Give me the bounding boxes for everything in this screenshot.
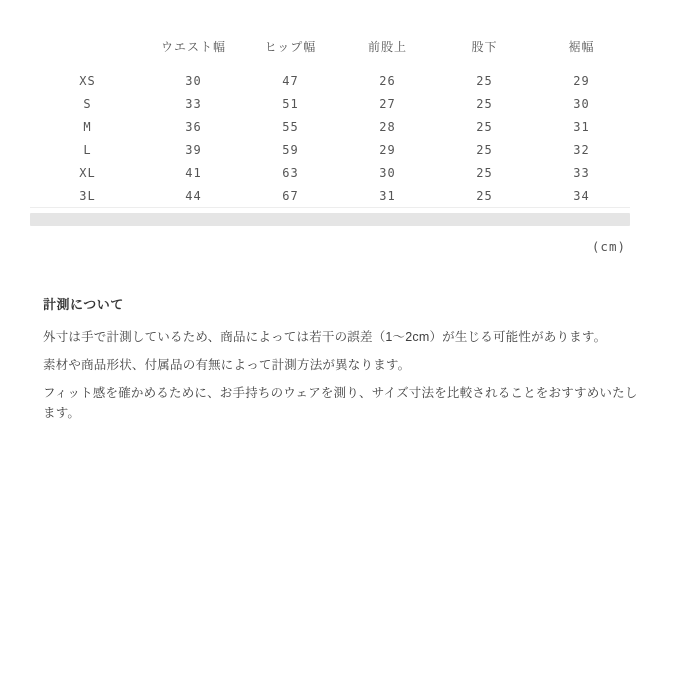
measurement-cell: 25 [476, 165, 493, 180]
measurement-cell: 47 [282, 73, 299, 88]
column-header-waist: ウエスト幅 [160, 39, 226, 54]
measurement-cell: 63 [282, 165, 299, 180]
measurement-cell: 44 [185, 188, 202, 203]
measurement-cell: 28 [379, 119, 396, 134]
measurement-note-paragraph: 素材や商品形状、付属品の有無によって計測方法が異なります。 [43, 358, 411, 372]
horizontal-scrollbar[interactable] [30, 213, 630, 226]
column-header-hem: 裾幅 [568, 39, 595, 54]
measurement-cell: 32 [573, 142, 590, 157]
measurement-note-paragraph: 外寸は手で計測しているため、商品によっては若干の誤差（1～2cm）が生じる可能性があります。 [43, 330, 607, 344]
measurement-cell: 39 [185, 142, 202, 157]
size-chart-header-row [30, 34, 630, 69]
measurement-note-heading: 計測について [43, 297, 124, 312]
size-label: XS [79, 73, 96, 88]
measurement-cell: 29 [573, 73, 590, 88]
measurement-cell: 67 [282, 188, 299, 203]
measurement-cell: 51 [282, 96, 299, 111]
size-label: 3L [79, 188, 96, 203]
table-row-3l [30, 184, 630, 208]
measurement-cell: 33 [185, 96, 202, 111]
measurement-note-section [43, 297, 639, 431]
column-header-inseam: 股下 [471, 39, 498, 54]
size-chart-table [30, 34, 630, 208]
measurement-cell: 31 [573, 119, 590, 134]
measurement-cell: 36 [185, 119, 202, 134]
column-header-front-rise: 前股上 [367, 39, 407, 54]
size-label: M [83, 119, 92, 134]
measurement-cell: 34 [573, 188, 590, 203]
measurement-cell: 31 [379, 188, 396, 203]
table-row-xl [30, 161, 630, 184]
measurement-cell: 30 [573, 96, 590, 111]
table-row-m [30, 115, 630, 138]
measurement-cell: 41 [185, 165, 202, 180]
table-row-l [30, 138, 630, 161]
measurement-note-paragraph: フィット感を確かめるために、お手持ちのウェアを測り、サイズ寸法を比較されることをおすすめいたします。 [43, 386, 638, 420]
size-column-header-blank [30, 34, 145, 69]
measurement-cell: 27 [379, 96, 396, 111]
unit-label: (cm) [591, 239, 626, 254]
table-row-s [30, 92, 630, 115]
measurement-cell: 26 [379, 73, 396, 88]
measurement-cell: 25 [476, 119, 493, 134]
measurement-cell: 25 [476, 73, 493, 88]
measurement-cell: 29 [379, 142, 396, 157]
measurement-cell: 55 [282, 119, 299, 134]
size-label: S [83, 96, 92, 111]
measurement-cell: 30 [185, 73, 202, 88]
size-label: XL [79, 165, 96, 180]
size-label: L [83, 142, 92, 157]
column-header-hip: ヒップ幅 [264, 39, 317, 54]
measurement-cell: 30 [379, 165, 396, 180]
measurement-cell: 25 [476, 96, 493, 111]
measurement-cell: 25 [476, 142, 493, 157]
measurement-cell: 33 [573, 165, 590, 180]
measurement-cell: 25 [476, 188, 493, 203]
measurement-cell: 59 [282, 142, 299, 157]
table-row-xs [30, 69, 630, 92]
